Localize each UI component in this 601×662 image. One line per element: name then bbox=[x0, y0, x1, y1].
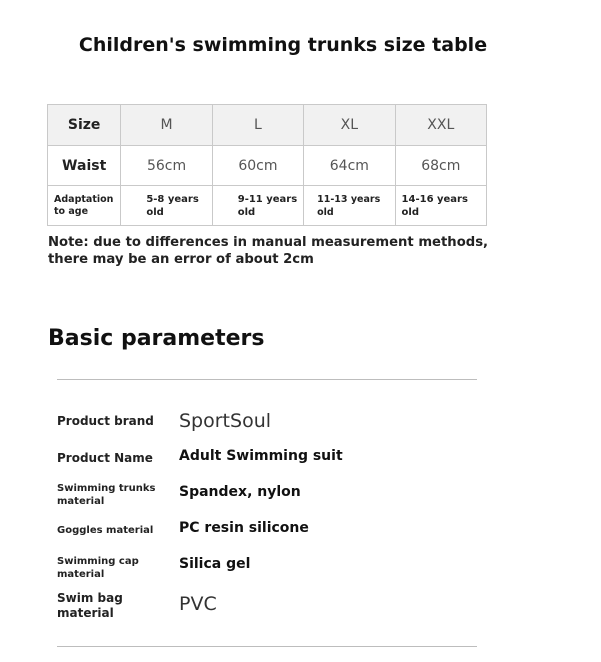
basic-parameters-title: Basic parameters bbox=[48, 326, 265, 351]
age-label bbox=[48, 186, 121, 226]
param-label-cap bbox=[57, 555, 172, 581]
size-l: L bbox=[212, 105, 303, 146]
age-xl-line1: 11-13 years bbox=[317, 193, 381, 205]
param-value-name: Adult Swimming suit bbox=[179, 448, 343, 464]
age-label-line1: Adaptation bbox=[54, 193, 114, 205]
size-header-label: Size bbox=[48, 105, 121, 146]
note-line1: Note: due to differences in manual measurement methods, bbox=[48, 235, 489, 250]
size-xl: XL bbox=[304, 105, 395, 146]
param-label-bag bbox=[57, 591, 172, 621]
note-line2: there may be an error of about 2cm bbox=[48, 252, 314, 267]
age-m bbox=[121, 186, 212, 226]
age-label-line2: to age bbox=[54, 205, 89, 217]
waist-row bbox=[48, 146, 487, 186]
age-xl bbox=[304, 186, 395, 226]
size-row bbox=[48, 105, 487, 146]
param-value-brand: SportSoul bbox=[179, 410, 272, 432]
bottom-divider bbox=[57, 646, 477, 647]
param-label-trunks-line2: material bbox=[57, 496, 105, 507]
param-label-brand: Product brand bbox=[57, 414, 154, 428]
age-row bbox=[48, 186, 487, 226]
waist-xl: 64cm bbox=[304, 146, 395, 186]
age-xxl-line1: 14-16 years old bbox=[401, 193, 468, 218]
top-divider bbox=[57, 379, 477, 380]
param-label-trunks bbox=[57, 482, 172, 508]
waist-label: Waist bbox=[48, 146, 121, 186]
waist-m: 56cm bbox=[121, 146, 212, 186]
param-value-bag: PVC bbox=[179, 593, 217, 615]
param-label-bag-line2: material bbox=[57, 606, 114, 620]
waist-xxl: 68cm bbox=[395, 146, 486, 186]
size-m: M bbox=[121, 105, 212, 146]
waist-l: 60cm bbox=[212, 146, 303, 186]
age-l-line1: 9-11 years bbox=[237, 193, 298, 205]
size-xxl: XXL bbox=[395, 105, 486, 146]
age-l-line2: old bbox=[237, 206, 256, 218]
age-xl-line2: old bbox=[317, 206, 334, 218]
age-xxl bbox=[395, 186, 486, 226]
param-label-goggles: Goggles material bbox=[57, 525, 154, 536]
size-table bbox=[47, 104, 487, 226]
size-table-title: Children's swimming trunks size table bbox=[78, 34, 488, 56]
age-l bbox=[212, 186, 303, 226]
param-value-goggles: PC resin silicone bbox=[179, 520, 309, 536]
param-value-cap: Silica gel bbox=[179, 556, 251, 572]
measurement-note bbox=[48, 234, 528, 268]
age-m-line1: 5-8 years bbox=[146, 193, 199, 205]
param-label-trunks-line1: Swimming trunks bbox=[57, 483, 156, 494]
param-label-bag-line1: Swim bag bbox=[57, 591, 123, 605]
param-label-name: Product Name bbox=[57, 451, 153, 465]
param-label-cap-line2: material bbox=[57, 569, 105, 580]
param-value-trunks: Spandex, nylon bbox=[179, 484, 301, 500]
param-label-cap-line1: Swimming cap bbox=[57, 556, 139, 567]
age-m-line2: old bbox=[146, 206, 164, 218]
